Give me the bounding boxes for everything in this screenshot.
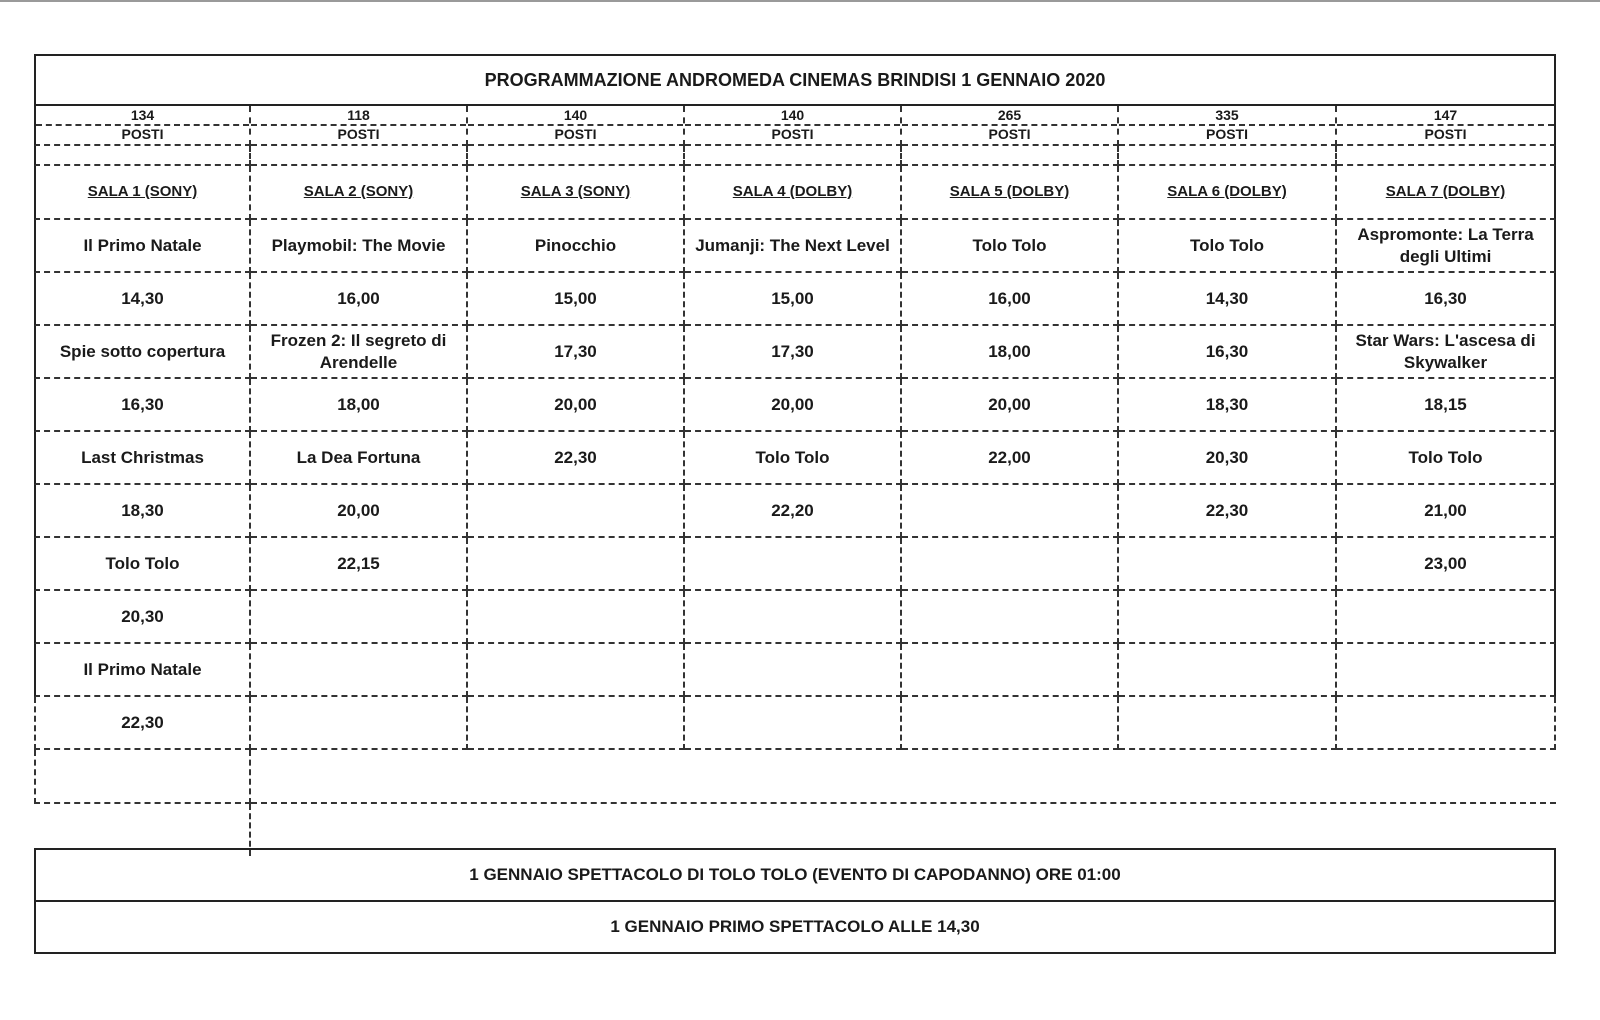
empty-cell <box>468 146 685 166</box>
program-cell <box>1119 538 1337 591</box>
seats-cell <box>685 106 902 146</box>
program-row <box>34 379 1556 432</box>
program-cell: 20,30 <box>34 591 251 644</box>
program-cell <box>1119 644 1337 697</box>
program-cell <box>685 538 902 591</box>
seats-cell <box>34 106 251 146</box>
program-cell <box>1337 697 1556 750</box>
seat-label: POSTI <box>1205 126 1248 142</box>
program-cell: Il Primo Natale <box>34 644 251 697</box>
program-cell: 18,00 <box>251 379 468 432</box>
seat-label: POSTI <box>554 126 597 142</box>
schedule-title: PROGRAMMAZIONE ANDROMEDA CINEMAS BRINDISI 1 GENNAIO 2020 <box>34 54 1556 106</box>
program-row <box>34 538 1556 591</box>
program-cell: 18,30 <box>1119 379 1337 432</box>
program-cell: 18,00 <box>902 326 1119 379</box>
hall-header: SALA 6 (DOLBY) <box>1119 166 1337 220</box>
halls-row <box>34 166 1556 220</box>
program-cell <box>468 591 685 644</box>
program-cell <box>902 591 1119 644</box>
program-cell: 23,00 <box>1337 538 1556 591</box>
empty-cell <box>251 146 468 166</box>
program-cell: Pinocchio <box>468 220 685 273</box>
program-cell: Tolo Tolo <box>34 538 251 591</box>
program-cell: Aspromonte: La Terra degli Ultimi <box>1337 220 1556 273</box>
program-row <box>34 326 1556 379</box>
program-cell: 20,00 <box>902 379 1119 432</box>
seat-label: POSTI <box>771 126 814 142</box>
program-cell: Tolo Tolo <box>685 432 902 485</box>
program-cell <box>1337 644 1556 697</box>
program-cell: 20,00 <box>251 485 468 538</box>
program-cell <box>1337 591 1556 644</box>
program-cell: 16,00 <box>902 273 1119 326</box>
tail-row <box>34 750 1556 804</box>
program-cell: Playmobil: The Movie <box>251 220 468 273</box>
seat-label: POSTI <box>1424 126 1467 142</box>
program-cell <box>685 591 902 644</box>
program-cell: Tolo Tolo <box>902 220 1119 273</box>
program-cell: 17,30 <box>685 326 902 379</box>
program-row <box>34 697 1556 750</box>
seat-count: 134 <box>36 107 249 126</box>
program-cell: 14,30 <box>1119 273 1337 326</box>
seat-count: 265 <box>902 107 1117 126</box>
program-cell <box>685 644 902 697</box>
seat-label: POSTI <box>121 126 164 142</box>
seats-row <box>34 106 1556 146</box>
program-cell <box>902 697 1119 750</box>
seats-cell <box>251 106 468 146</box>
seat-count: 147 <box>1337 107 1554 126</box>
program-cell <box>902 485 1119 538</box>
program-cell: Tolo Tolo <box>1337 432 1556 485</box>
program-cell: 22,30 <box>34 697 251 750</box>
program-cell: Last Christmas <box>34 432 251 485</box>
program-cell: 22,30 <box>468 432 685 485</box>
program-cell <box>468 485 685 538</box>
program-cell: 18,15 <box>1337 379 1556 432</box>
program-cell: 15,00 <box>685 273 902 326</box>
seats-cell <box>1119 106 1337 146</box>
program-cell <box>468 644 685 697</box>
seats-cell <box>1337 106 1556 146</box>
program-row <box>34 644 1556 697</box>
hall-header: SALA 5 (DOLBY) <box>902 166 1119 220</box>
program-row <box>34 273 1556 326</box>
program-cell: 20,30 <box>1119 432 1337 485</box>
program-cell: 22,30 <box>1119 485 1337 538</box>
program-row <box>34 591 1556 644</box>
program-row <box>34 432 1556 485</box>
program-cell: 20,00 <box>685 379 902 432</box>
program-cell: Il Primo Natale <box>34 220 251 273</box>
program-cell: La Dea Fortuna <box>251 432 468 485</box>
seat-count: 140 <box>468 107 683 126</box>
program-rows <box>34 220 1556 750</box>
program-cell <box>468 538 685 591</box>
note-first-show: 1 GENNAIO PRIMO SPETTACOLO ALLE 14,30 <box>34 900 1556 954</box>
empty-cell <box>1337 146 1556 166</box>
schedule-table <box>34 54 1556 856</box>
empty-span <box>251 750 1556 804</box>
program-cell: Frozen 2: Il segreto di Arendelle <box>251 326 468 379</box>
program-cell <box>902 538 1119 591</box>
program-cell: 22,15 <box>251 538 468 591</box>
program-row <box>34 220 1556 273</box>
seat-label: POSTI <box>337 126 380 142</box>
program-cell: Tolo Tolo <box>1119 220 1337 273</box>
program-cell <box>685 697 902 750</box>
program-cell: 21,00 <box>1337 485 1556 538</box>
hall-header: SALA 2 (SONY) <box>251 166 468 220</box>
spacer-row <box>34 146 1556 166</box>
program-cell: 16,30 <box>1337 273 1556 326</box>
seat-count: 335 <box>1119 107 1335 126</box>
program-cell <box>1119 591 1337 644</box>
hall-header: SALA 4 (DOLBY) <box>685 166 902 220</box>
page-top-rule <box>0 0 1600 2</box>
seats-cell <box>468 106 685 146</box>
program-cell: Jumanji: The Next Level <box>685 220 902 273</box>
program-cell <box>251 644 468 697</box>
program-cell: 16,00 <box>251 273 468 326</box>
program-cell: 14,30 <box>34 273 251 326</box>
program-cell: Spie sotto copertura <box>34 326 251 379</box>
empty-cell <box>685 146 902 166</box>
note-capodanno: 1 GENNAIO SPETTACOLO DI TOLO TOLO (EVENTO DI CAPODANNO) ORE 01:00 <box>34 848 1556 902</box>
program-cell: 16,30 <box>1119 326 1337 379</box>
empty-cell <box>34 146 251 166</box>
program-cell: 18,30 <box>34 485 251 538</box>
program-cell: 17,30 <box>468 326 685 379</box>
program-cell: Star Wars: L'ascesa di Skywalker <box>1337 326 1556 379</box>
empty-cell <box>1119 146 1337 166</box>
program-cell <box>468 697 685 750</box>
program-cell <box>251 697 468 750</box>
seats-cell <box>902 106 1119 146</box>
program-cell: 22,20 <box>685 485 902 538</box>
program-cell: 15,00 <box>468 273 685 326</box>
seat-count: 118 <box>251 107 466 126</box>
program-cell: 20,00 <box>468 379 685 432</box>
program-cell <box>902 644 1119 697</box>
hall-header: SALA 3 (SONY) <box>468 166 685 220</box>
hall-header: SALA 1 (SONY) <box>34 166 251 220</box>
program-cell <box>1119 697 1337 750</box>
program-cell <box>251 591 468 644</box>
program-row <box>34 485 1556 538</box>
seat-label: POSTI <box>988 126 1031 142</box>
program-cell: 22,00 <box>902 432 1119 485</box>
seat-count: 140 <box>685 107 900 126</box>
empty-cell <box>902 146 1119 166</box>
empty-cell <box>34 750 251 804</box>
hall-header: SALA 7 (DOLBY) <box>1337 166 1556 220</box>
program-cell: 16,30 <box>34 379 251 432</box>
